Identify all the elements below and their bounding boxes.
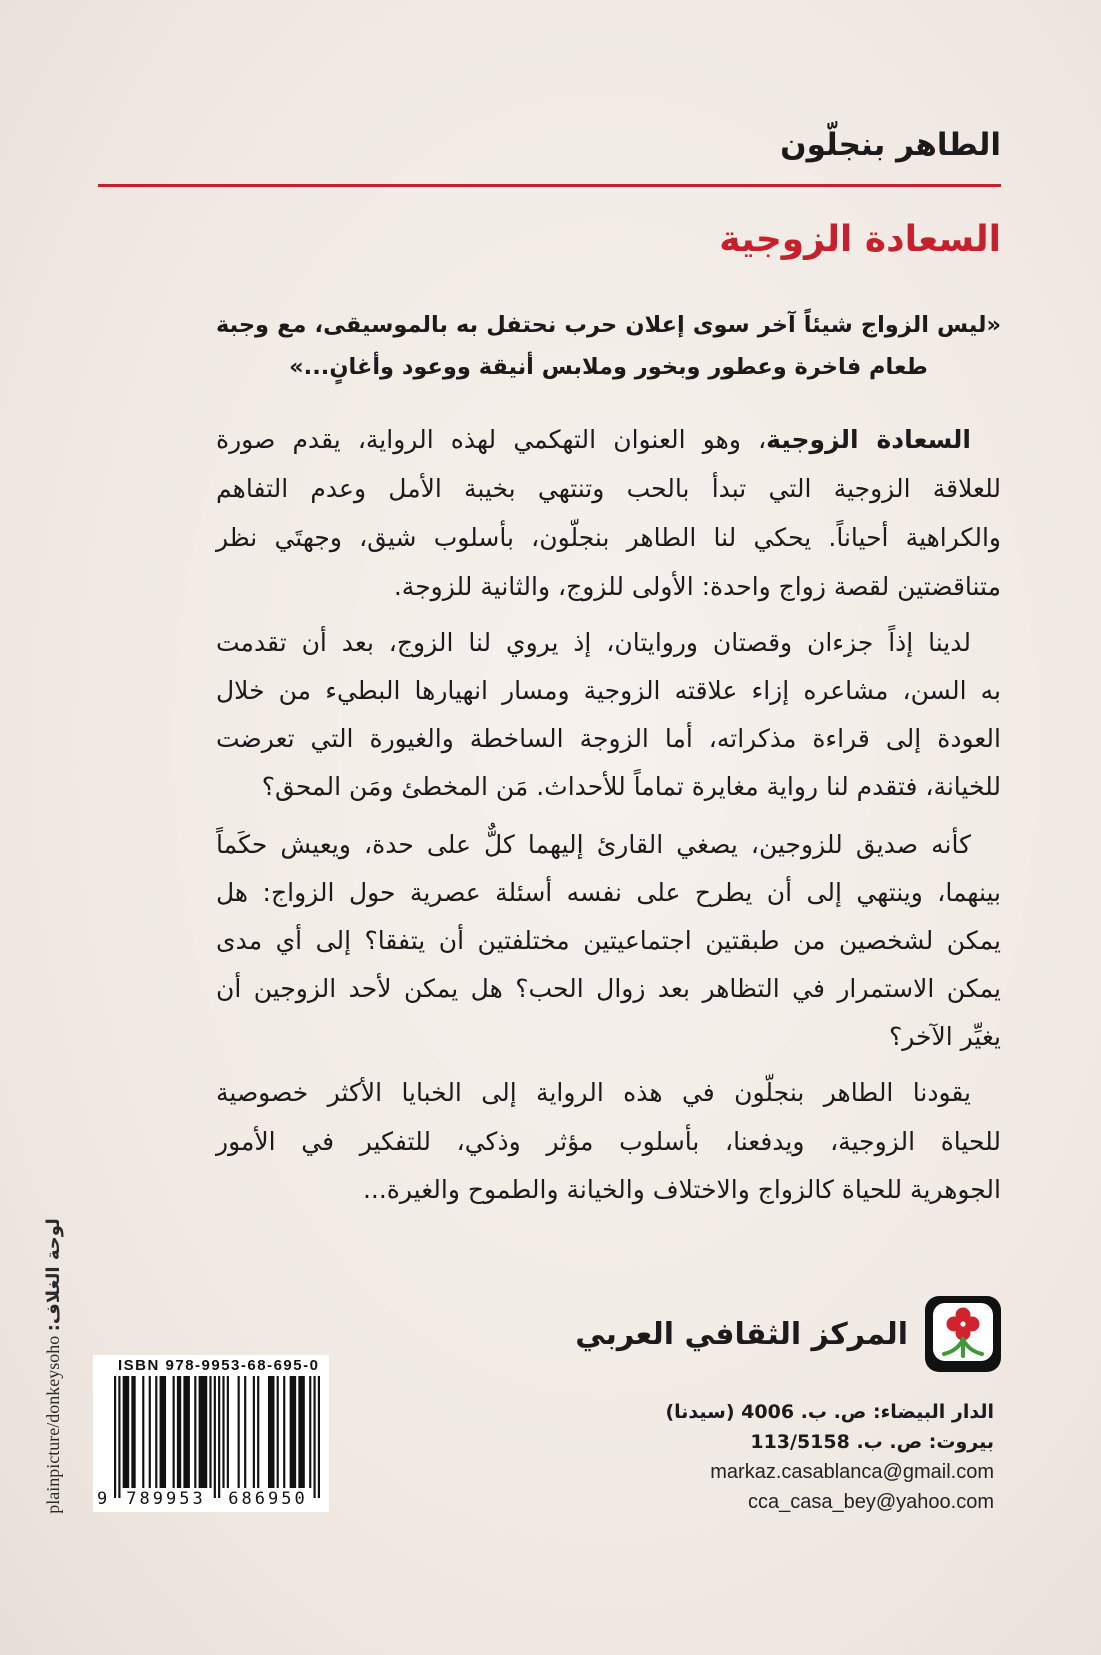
paragraph-line: يغيِّر الآخر؟ bbox=[888, 1022, 1001, 1051]
barcode-bar bbox=[123, 1376, 130, 1488]
author-name: الطاهر بنجلّون bbox=[780, 127, 1001, 163]
cover-credit bbox=[40, 1201, 66, 1531]
paragraph-line: يمكن الاستمرار في التظاهر بعد زوال الحب؟ هل يمكن لأحد الزوجين أن bbox=[216, 974, 1001, 1003]
paragraph-line: كأنه صديق للزوجين، يصغي القارئ إليهما كلٌّ على حدة، ويعيش حكَماً bbox=[216, 830, 971, 859]
email-address: cca_casa_bey@yahoo.com bbox=[748, 1491, 994, 1513]
book-title: السعادة الزوجية bbox=[719, 219, 1001, 260]
barcode-bar bbox=[118, 1376, 120, 1498]
barcode-bar bbox=[318, 1376, 320, 1498]
paragraph-line: للخيانة، فتقدم لنا رواية مغايرة تماماً للأحداث. مَن المخطئ ومَن المحق؟ bbox=[261, 772, 1001, 801]
barcode-bar bbox=[283, 1376, 285, 1488]
title-reference: السعادة الزوجية bbox=[766, 425, 972, 454]
paragraph-line: يقودنا الطاهر بنجلّون في هذه الرواية إلى الخبايا الأكثر خصوصية bbox=[216, 1078, 971, 1107]
barcode-bar bbox=[227, 1376, 229, 1488]
publisher-logo-icon bbox=[925, 1296, 1001, 1372]
address-line: بيروت: ص. ب. 113/5158 bbox=[750, 1431, 994, 1453]
paragraph-line: متناقضتين لقصة زواج واحدة: الأولى للزوج، والثانية للزوجة. bbox=[393, 572, 1001, 601]
barcode-bar bbox=[131, 1376, 135, 1488]
barcode-bar bbox=[277, 1376, 279, 1488]
publisher-name: المركز الثقافي العربي bbox=[575, 1317, 908, 1352]
paragraph-line bbox=[216, 415, 1001, 464]
paragraph-line: العودة إلى قراءة مذكراته، أما الزوجة الساخطة والغيورة التي تعرضت bbox=[216, 724, 1001, 753]
cover-credit-label: لوحة الغلاف: bbox=[43, 1218, 64, 1332]
barcode-bar bbox=[177, 1376, 181, 1488]
paragraph-line: يمكن لشخصين من طبقتين اجتماعيتين مختلفتين أن يتفقا؟ إلى أي مدى bbox=[216, 926, 1001, 955]
barcode-bar bbox=[209, 1376, 211, 1488]
quote-line: طعام فاخرة وعطور وبخور وملابس أنيقة ووعود وأغانٍ...» bbox=[289, 354, 928, 380]
barcode-bar bbox=[313, 1376, 315, 1498]
barcode-digit: 9 bbox=[97, 1489, 111, 1509]
barcode-bar bbox=[214, 1376, 216, 1498]
address-line: الدار البيضاء: ص. ب. 4006 (سيدنا) bbox=[665, 1401, 994, 1423]
paragraph-line: بينهما، وينتهي إلى أن يطرح على نفسه أسئلة عصرية حول الزواج: هل bbox=[216, 878, 1001, 907]
paragraph bbox=[216, 821, 1001, 1061]
paragraph-line: لدينا إذاً جزءان وقصتان وروايتان، إذ يروي لنا الزوج، بعد أن تقدمت bbox=[216, 628, 971, 657]
barcode-bar bbox=[149, 1376, 151, 1488]
barcode-bar bbox=[290, 1376, 297, 1488]
paragraph bbox=[216, 1069, 1001, 1215]
barcode-digits-right: 686950 bbox=[228, 1489, 308, 1509]
barcode-bar bbox=[183, 1376, 190, 1488]
red-divider bbox=[98, 184, 1001, 187]
isbn-text: ISBN 978-9953-68-695-0 bbox=[118, 1357, 320, 1374]
cover-credit-value: plainpicture/donkeysoho bbox=[43, 1335, 63, 1514]
barcode-bar bbox=[199, 1376, 208, 1488]
paragraph-line: الجوهرية للحياة كالزواج والاختلاف والخيانة والطموح والغيرة... bbox=[362, 1175, 1001, 1204]
barcode-bar bbox=[142, 1376, 144, 1488]
paragraph-line-text: ، وهو العنوان التهكمي لهذه الرواية، يقدم صورة bbox=[216, 425, 767, 454]
barcode-bar bbox=[222, 1376, 224, 1488]
barcode-bar bbox=[257, 1376, 259, 1488]
barcode-bar bbox=[114, 1376, 116, 1498]
isbn-barcode bbox=[93, 1355, 329, 1512]
paragraph-line: للعلاقة الزوجية التي تبدأ بالحب وتنتهي بخيبة الأمل وعدم التفاهم bbox=[216, 474, 1001, 503]
barcode-bar bbox=[173, 1376, 175, 1488]
barcode-bar bbox=[155, 1376, 157, 1488]
paragraph bbox=[216, 619, 1001, 811]
barcode-bars bbox=[114, 1376, 320, 1498]
paragraph-line: به السن، مشاعره إزاء علاقته الزوجية ومسار انهيارها البطيء من خلال bbox=[216, 676, 1001, 705]
paragraph-line: للحياة الزوجية، ويدفعنا، بأسلوب مؤثر وذكي، للتفكير في الأمور bbox=[216, 1126, 1001, 1156]
barcode-bar bbox=[238, 1376, 240, 1488]
barcode-digits-left: 789953 bbox=[126, 1489, 206, 1509]
barcode-bar bbox=[268, 1376, 275, 1488]
barcode-bar bbox=[244, 1376, 246, 1488]
barcode-bar bbox=[309, 1376, 311, 1488]
publisher-address bbox=[574, 1397, 994, 1517]
barcode-bar bbox=[194, 1376, 196, 1488]
barcode-bar bbox=[253, 1376, 255, 1488]
barcode-bar bbox=[160, 1376, 167, 1488]
paragraph bbox=[216, 415, 1001, 611]
paragraph-line: والكراهية أحياناً. يحكي لنا الطاهر بنجلّون، بأسلوب شيق، وجهتَي نظر bbox=[216, 523, 1001, 552]
blurb-quote bbox=[216, 304, 1001, 388]
barcode-bar bbox=[218, 1376, 220, 1498]
logo-flower-center bbox=[960, 1321, 965, 1326]
email-address: markaz.casablanca@gmail.com bbox=[710, 1461, 994, 1483]
barcode-bar bbox=[298, 1376, 305, 1488]
quote-line: «ليس الزواج شيئاً آخر سوى إعلان حرب نحتفل به بالموسيقى، مع وجبة bbox=[216, 312, 1001, 338]
